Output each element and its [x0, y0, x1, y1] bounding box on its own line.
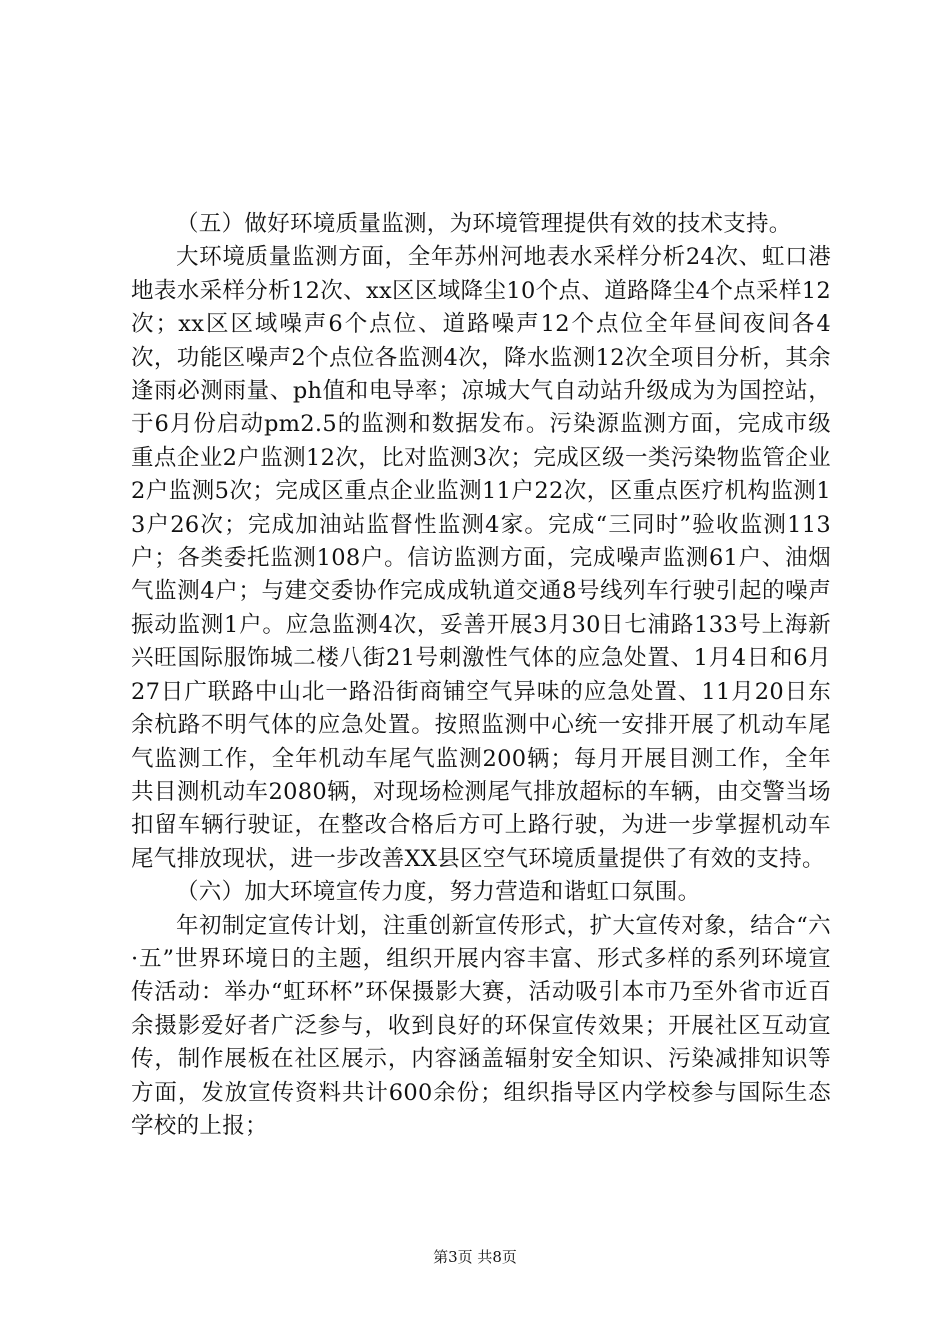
page-footer: 第3页 共8页	[433, 1248, 517, 1266]
body-paragraph-monitoring: 大环境质量监测方面，全年苏州河地表水采样分析24次、虹口港地表水采样分析12次、xx区区域降尘10个点、道路降尘4个点采样12次；xx区区域噪声6个点位、道路噪声12个点位全年昼间夜间各4次，功能区噪声2个点位各监测4次，降水监测12次全项目分析，其余逢雨必测雨量、ph值和电导率；凉城大气自动站升级成为为国控站，于6月份启动pm2.5的监测和数据发布。污染源监测方面，完成市级重点企业2户监测12次，比对监测3次；完成区级一类污染物监管企业2户监测5次；完成区重点企业监测11户22次，区重点医疗机构监测13户26次；完成加油站监督性监测4家。完成“三同时”验收监测113户；各类委托监测108户。信访监测方面，完成噪声监测61户、油烟气监测4户；与建交委协作完成成轨道交通8号线列车行驶引起的噪声振动监测1户。应急监测4次，妥善开展3月30日七浦路133号上海新兴旺国际服饰城二楼八街21号刺激性气体的应急处置、1月4日和6月27日广联路中山北一路沿街商铺空气异味的应急处置、11月20日东余杭路不明气体的应急处置。按照监测中心统一安排开展了机动车尾气监测工作，全年机动车尾气监测200辆；每月开展目测工作，全年共目测机动车2080辆，对现场检测尾气排放超标的车辆，由交警当场扣留车辆行驶证，在整改合格后方可上路行驶，为进一步掌握机动车尾气排放现状，进一步改善XX县区空气环境质量提供了有效的支持。	[131, 244, 831, 872]
body-paragraph-publicity: 年初制定宣传计划，注重创新宣传形式，扩大宣传对象，结合“六·五”世界环境日的主题，组织开展内容丰富、形式多样的系列环境宣传活动：举办“虹环杯”环保摄影大赛，活动吸引本市乃至外省市近百余摄影爱好者广泛参与，收到良好的环保宣传效果；开展社区互动宣传，制作展板在社区展示，内容涵盖辐射安全知识、污染减排知识等方面，发放宣传资料共计600余份；组织指导区内学校参与国际生态学校的上报；	[131, 912, 831, 1139]
document-body	[131, 208, 831, 1143]
section-heading-5: （五）做好环境质量监测，为环境管理提供有效的技术支持。	[176, 211, 792, 237]
section-heading-6: （六）加大环境宣传力度，努力营造和谐虹口氛围。	[176, 879, 701, 906]
